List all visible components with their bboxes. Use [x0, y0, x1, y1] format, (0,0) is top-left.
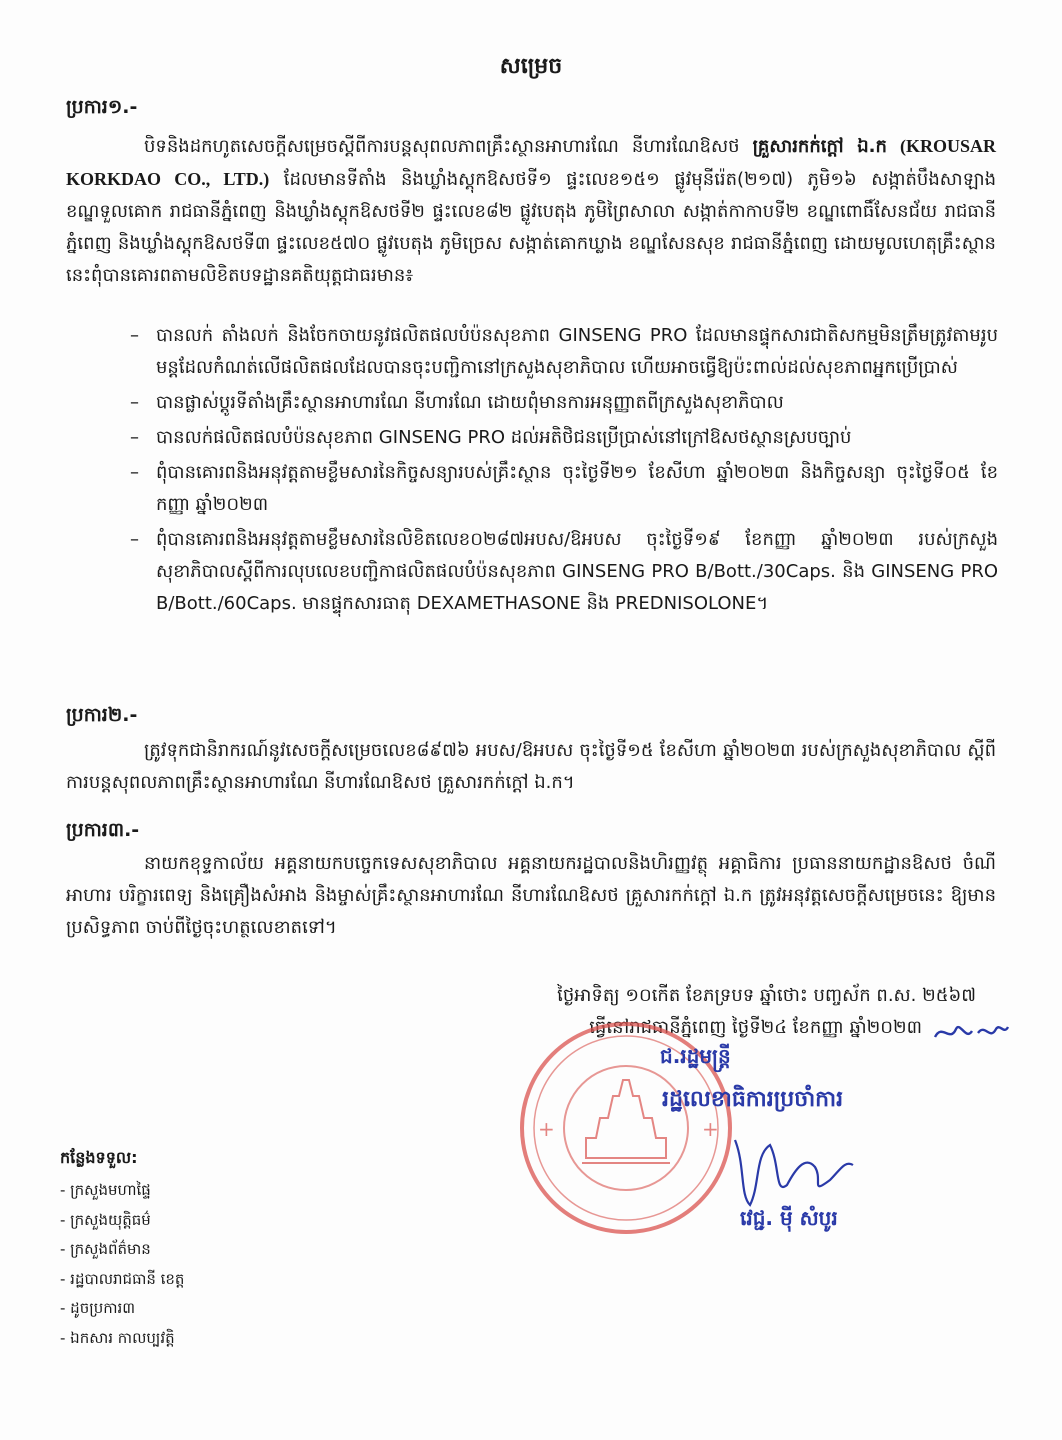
article-3-text: នាយកខុទ្ទកាល័យ អគ្គនាយកបច្ចេកទេសសុខាភិបាល អគ្គនាយករដ្ឋបាលនិងហិរញ្ញវត្ថុ អគ្គាធិការ ប្រធាននាយកដ្ឋានឱសថ ចំណីអាហារ បរិក្ខារពេទ្យ និងគ្រឿងសំអាង និងម្ចាស់គ្រឹះស្ថានអាហារណែ នីហារណែឱសថ គ្រួសារកក់ក្តៅ ឯ.ក ត្រូវអនុវត្តសេចក្តីសម្រេចនេះ ឱ្យមានប្រសិទ្ធភាព ចាប់ពីថ្ងៃចុះហត្ថលេខាតទៅ។ — [66, 853, 996, 938]
article-1-intro-prefix: បិទនិងដកហូតសេចក្តីសម្រេចស្តីពីការបន្តសុពលភាពគ្រឹះស្ថានអាហារណែ នីហារណែឱសថ — [144, 136, 753, 157]
article-2-heading: ប្រការ២.- — [66, 704, 138, 726]
svg-text:+: + — [538, 1117, 555, 1141]
recipient-item: - ដូចប្រការ៣ — [60, 1299, 136, 1318]
company-name-kh: គ្រួសារកក់ក្តៅ ឯ.ក — [752, 136, 887, 157]
recipients-title: កន្លែងទទួល: — [60, 1148, 138, 1167]
article-1-reasons-list — [130, 320, 998, 623]
company-name-en: (KROUSAR KORKDAO CO., LTD.) — [66, 136, 996, 189]
recipient-item: - ក្រសួងព័ត៌មាន — [60, 1240, 151, 1259]
handwritten-signature — [715, 1125, 865, 1215]
initials-mark — [930, 1015, 1010, 1049]
lunar-date: ថ្ងៃអាទិត្យ ១០កើត ខែភទ្របទ ឆ្នាំថោះ បញ្ចស័ក ព.ស. ២៥៦៧ — [557, 985, 976, 1006]
solar-date: ធ្វើនៅរាជធានីភ្នំពេញ ថ្ងៃទី២៤ ខែកញ្ញា ឆ្នាំ២០២៣ — [589, 1017, 922, 1038]
signatory-name: វេជ្ជ. ម៉ី សំបូរ — [740, 1206, 838, 1230]
recipient-item: - ក្រសួងយុត្តិធម៌ — [60, 1210, 151, 1229]
signatory-on-behalf: ជ.រដ្ឋមន្ត្រី — [660, 1044, 731, 1068]
reason-item: – ពុំបានគោរពនិងអនុវត្តតាមខ្លឹមសារនៃកិច្ចសន្យារបស់គ្រឹះស្ថាន ចុះថ្ងៃទី២១ ខែសីហា ឆ្នាំ២០២៣ និងកិច្ចសន្យា ចុះថ្ងៃទី០៥ ខែកញ្ញា ឆ្នាំ២០២៣ — [130, 462, 998, 515]
article-1-intro-rest: ដែលមានទីតាំង និងឃ្លាំងស្តុកឱសថទី១ ផ្ទះលេខ១៥១ ផ្លូវមុនីរ៉េត(២១៧) ភូមិ១៦ សង្កាត់បឹងសាឡាង ខណ្ឌទួលគោក រាជធានីភ្នំពេញ និងឃ្លាំងស្តុកឱសថទី២ ផ្ទះលេខ៨២ ផ្លូវបេតុង ភូមិព្រៃសាលា សង្កាត់កាកាបទី២ ខណ្ឌពោធិ៍សែនជ័យ រាជធានីភ្នំពេញ និងឃ្លាំងស្តុកឱសថទី៣ ផ្ទះលេខ៥៧០ ផ្លូវបេតុង ភូមិច្រេស សង្កាត់គោកឃ្លាង ខណ្ឌសែនសុខ រាជធានីភ្នំពេញ ដោយមូលហេតុគ្រឹះស្ថាននេះពុំបានគោរពតាមលិខិតបទដ្ឋានគតិយុត្តជាធរមាន៖ — [66, 169, 997, 286]
document-title: សម្រេច — [499, 54, 563, 79]
article-1-heading: ប្រការ១.- — [66, 96, 138, 118]
article-2-text: ត្រូវទុកជានិរាករណ៍នូវសេចក្តីសម្រេចលេខ៨៩៧៦ អបស/ឱអបស ចុះថ្ងៃទី១៥ ខែសីហា ឆ្នាំ២០២៣ របស់ក្រសួងសុខាភិបាល ស្តីពីការបន្តសុពលភាពគ្រឹះស្ថានអាហារណែ នីហារណែឱសថ គ្រួសារកក់ក្តៅ ឯ.ក។ — [66, 740, 996, 793]
recipient-item: - រដ្ឋបាលរាជធានី ខេត្ត — [60, 1269, 185, 1288]
reason-item: – ពុំបានគោរពនិងអនុវត្តតាមខ្លឹមសារនៃលិខិតលេខ០២៨៧អបស/ឱអបស ចុះថ្ងៃទី១៩ ខែកញ្ញា ឆ្នាំ២០២៣ របស់ក្រសួងសុខាភិបាលស្តីពីការលុបលេខបញ្ជិកាផលិតផលបំប៉នសុខភាព GINSENG PRO B/Bott./30Caps. និង GINSENG PRO B/Bott./60Caps. មានផ្ទុកសារធាតុ DEXAMETHASONE និង PREDNISOLONE។ — [130, 529, 998, 614]
reason-item: – បានលក់ តាំងលក់ និងចែកចាយនូវផលិតផលបំប៉នសុខភាព GINSENG PRO ដែលមានផ្ទុកសារជាតិសកម្មមិនត្រឹមត្រូវតាមរូបមន្តដែលកំណត់លើផលិតផលដែលបានចុះបញ្ជិកានៅក្រសួងសុខាភិបាល ហើយអាចធ្វើឱ្យប៉ះពាល់ដល់សុខភាពអ្នកប្រើប្រាស់ — [130, 325, 998, 378]
recipients-list — [60, 1176, 184, 1354]
recipient-item: - ឯកសារ កាលប្បវត្តិ — [60, 1328, 175, 1347]
recipient-item: - ក្រសួងមហាផ្ទៃ — [60, 1181, 151, 1199]
svg-text:+: + — [702, 1117, 719, 1141]
reason-item: – បានលក់ផលិតផលបំប៉នសុខភាព GINSENG PRO ដល់អតិថិជនប្រើប្រាស់នៅក្រៅឱសថស្ថានស្របច្បាប់ — [130, 427, 852, 448]
article-1-intro — [66, 130, 996, 292]
reason-item: – បានផ្លាស់ប្តូរទីតាំងគ្រឹះស្ថានអាហារណែ នីហារណែ ដោយពុំមានការអនុញ្ញាតពីក្រសួងសុខាភិបាល — [130, 392, 784, 413]
signatory-position: រដ្ឋលេខាធិការប្រចាំការ — [662, 1087, 844, 1112]
article-3-heading: ប្រការ៣.- — [66, 819, 140, 841]
